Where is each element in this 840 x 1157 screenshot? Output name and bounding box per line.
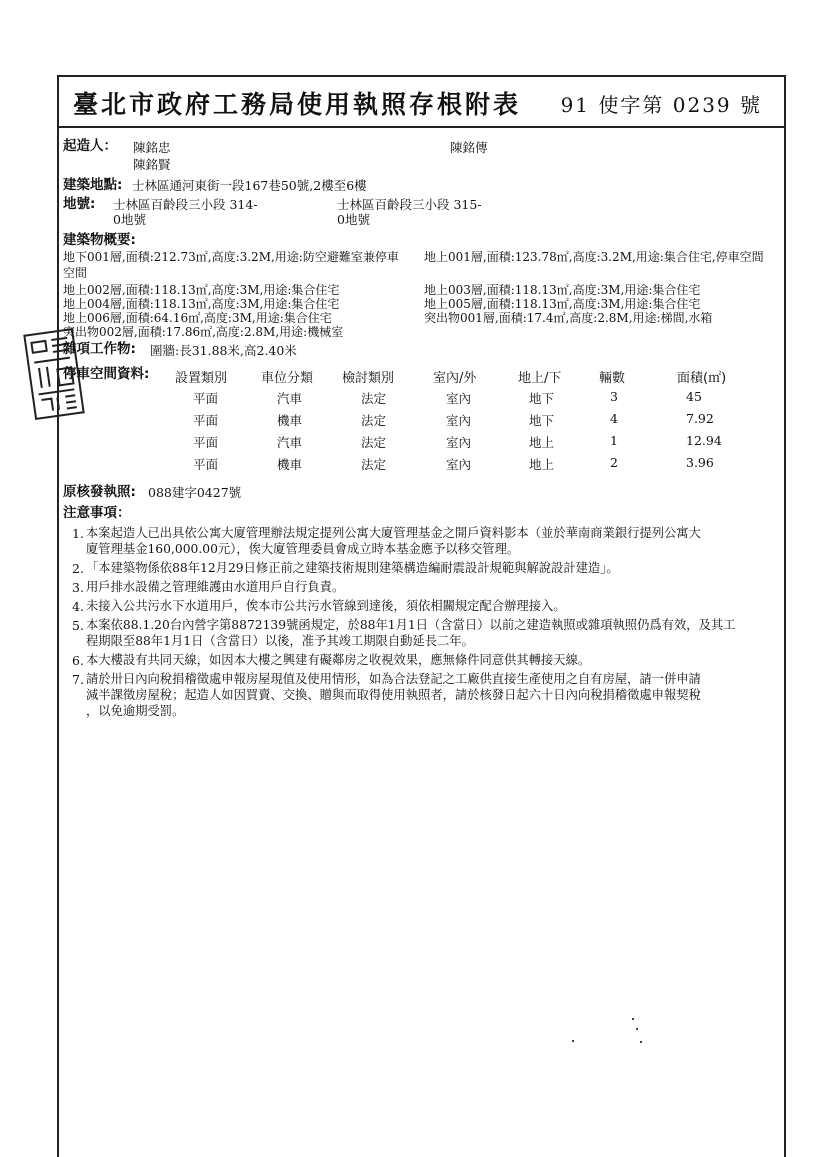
- parking-cell: 1: [610, 433, 618, 448]
- parking-cell: 機車: [277, 457, 303, 472]
- overview-row-right: 地上005層,面積:118.13㎡,高度:3M,用途:集合住宅: [424, 297, 701, 311]
- title-row: [57, 77, 784, 128]
- permit-number: 91 使字第 0239 號: [560, 93, 762, 117]
- note-line: ，以免逾期受罰。: [86, 704, 185, 718]
- parking-cell: 汽車: [277, 435, 303, 450]
- original-permit-label: 原核發執照:: [63, 484, 136, 500]
- note-line: 用戶排水設備之管理維護由水道用戶自行負責。: [86, 580, 345, 594]
- parking-header: 輛數: [599, 371, 626, 386]
- applicant-label: 起造人：: [63, 138, 117, 154]
- note-number: 7.: [72, 672, 84, 687]
- overview-row-left: 地上002層,面積:118.13㎡,高度:3M,用途:集合住宅: [63, 283, 340, 297]
- overview-row-left: 地上006層,面積:64.16㎡,高度:3M,用途:集合住宅: [63, 311, 332, 325]
- overview-label: 建築物概要:: [63, 232, 136, 248]
- applicant-name: 陳銘忠: [133, 140, 171, 155]
- parking-cell: 室內: [446, 457, 472, 472]
- document-title: 臺北市政府工務局使用執照存根附表: [73, 90, 522, 119]
- note-line: 廈管理基金160,000.00元），俟大廈管理委員會成立時本基金應予以移交管理。: [86, 542, 520, 556]
- parking-header: 設置類別: [175, 371, 228, 386]
- parking-cell: 法定: [361, 413, 387, 428]
- overview-row-left: 突出物002層,面積:17.86㎡,高度:2.8M,用途:機械室: [63, 325, 344, 339]
- overview-b1: 地下001層,面積:212.73㎡,高度:3.2M,用途:防空避難室兼停車: [63, 250, 399, 264]
- parking-header: 面積(㎡): [677, 371, 727, 386]
- parking-cell: 法定: [361, 435, 387, 450]
- note-line: 本大樓設有共同天線，如因本大樓之興建有礙鄰房之收視效果，應無條件同意供其轉接天線。: [86, 653, 591, 667]
- note-number: 6.: [72, 653, 84, 668]
- note-line: 減半課徵房屋稅；起造人如因買賣、交換、贈與而取得使用執照者，請於核發日起六十日內向稅捐稽徵處申報契稅: [86, 688, 701, 702]
- parking-cell: 4: [610, 411, 618, 426]
- lot-left-line2: 0地號: [113, 212, 146, 227]
- parking-cell: 平面: [193, 435, 219, 450]
- parking-cell: 3.96: [686, 455, 714, 470]
- original-permit-value: 088建字0427號: [148, 485, 242, 500]
- note-line: 請於卅日內向稅捐稽徵處申報房屋現值及使用情形，如為合法登記之工廠供直接生產使用之自有房屋，請一併申請: [86, 672, 701, 686]
- parking-cell: 地下: [529, 413, 555, 428]
- parking-cell: 機車: [277, 413, 303, 428]
- overview-row-left: 地上004層,面積:118.13㎡,高度:3M,用途:集合住宅: [63, 297, 340, 311]
- parking-cell: 地上: [529, 435, 555, 450]
- note-line: 本案依88.1.20台內營字第8872139號函規定，於88年1月1日（含當日）以前之建造執照或雜項執照仍爲有效，及其工: [86, 618, 736, 632]
- overview-f1-cont: 空間: [63, 266, 88, 280]
- note-number: 5.: [72, 618, 84, 633]
- lot-right-line2: 0地號: [337, 212, 370, 227]
- parking-label: 停車空間資料:: [63, 366, 150, 382]
- address-value: 士林區通河東街一段167巷50號,2樓至6樓: [132, 178, 367, 193]
- parking-cell: 平面: [193, 457, 219, 472]
- parking-cell: 法定: [361, 391, 387, 406]
- parking-header: 地上/下: [518, 371, 562, 386]
- note-line: 本案起造人已出具依公寓大廈管理辦法規定提列公寓大廈管理基金之開戶資料影本（並於華南商業銀行提列公寓大: [86, 526, 701, 540]
- lot-left-line1: 士林區百齡段三小段 314-: [113, 197, 258, 212]
- parking-cell: 汽車: [277, 391, 303, 406]
- overview-f1: 地上001層,面積:123.78㎡,高度:3.2M,用途:集合住宅,停車空間: [424, 250, 764, 264]
- note-line: 未接入公共污水下水道用戶，俟本市公共污水管線到達後，須依相關規定配合辦理接入。: [86, 599, 566, 613]
- parking-cell: 地下: [529, 391, 555, 406]
- parking-header: 檢討類別: [342, 371, 395, 386]
- lot-label: 地號:: [63, 196, 96, 212]
- note-line: 程期限至88年1月1日（含當日）以後，准予其竣工期限自動延長二年。: [86, 634, 474, 648]
- parking-header: 室內/外: [433, 371, 477, 386]
- parking-cell: 3: [610, 389, 618, 404]
- parking-cell: 2: [610, 455, 618, 470]
- applicant-name: 陳銘賢: [133, 157, 171, 172]
- notes-label: 注意事項：: [63, 505, 131, 521]
- parking-cell: 地上: [529, 457, 555, 472]
- note-number: 3.: [72, 580, 84, 595]
- parking-cell: 7.92: [686, 411, 714, 426]
- document-frame: [57, 75, 786, 1157]
- address-label: 建築地點:: [63, 177, 123, 193]
- note-line: 「本建築物係依88年12月29日修正前之建築技術規則建築構造編耐震設計規範與解說設計建造」。: [86, 561, 619, 575]
- parking-cell: 12.94: [686, 433, 722, 448]
- parking-cell: 平面: [193, 413, 219, 428]
- parking-cell: 室內: [446, 413, 472, 428]
- parking-header: 車位分類: [261, 371, 314, 386]
- note-number: 2.: [72, 561, 84, 576]
- parking-cell: 室內: [446, 435, 472, 450]
- misc-work-label: 雜項工作物:: [63, 341, 136, 357]
- note-number: 1.: [72, 526, 84, 541]
- lot-right-line1: 士林區百齡段三小段 315-: [337, 197, 482, 212]
- misc-work-value: 圍牆:長31.88米,高2.40米: [150, 343, 297, 358]
- note-number: 4.: [72, 599, 84, 614]
- parking-cell: 平面: [193, 391, 219, 406]
- overview-row-right: 突出物001層,面積:17.4㎡,高度:2.8M,用途:梯間,水箱: [424, 311, 713, 325]
- parking-cell: 45: [686, 389, 702, 404]
- overview-row-right: 地上003層,面積:118.13㎡,高度:3M,用途:集合住宅: [424, 283, 701, 297]
- applicant-name: 陳銘傳: [450, 140, 488, 155]
- parking-cell: 法定: [361, 457, 387, 472]
- parking-cell: 室內: [446, 391, 472, 406]
